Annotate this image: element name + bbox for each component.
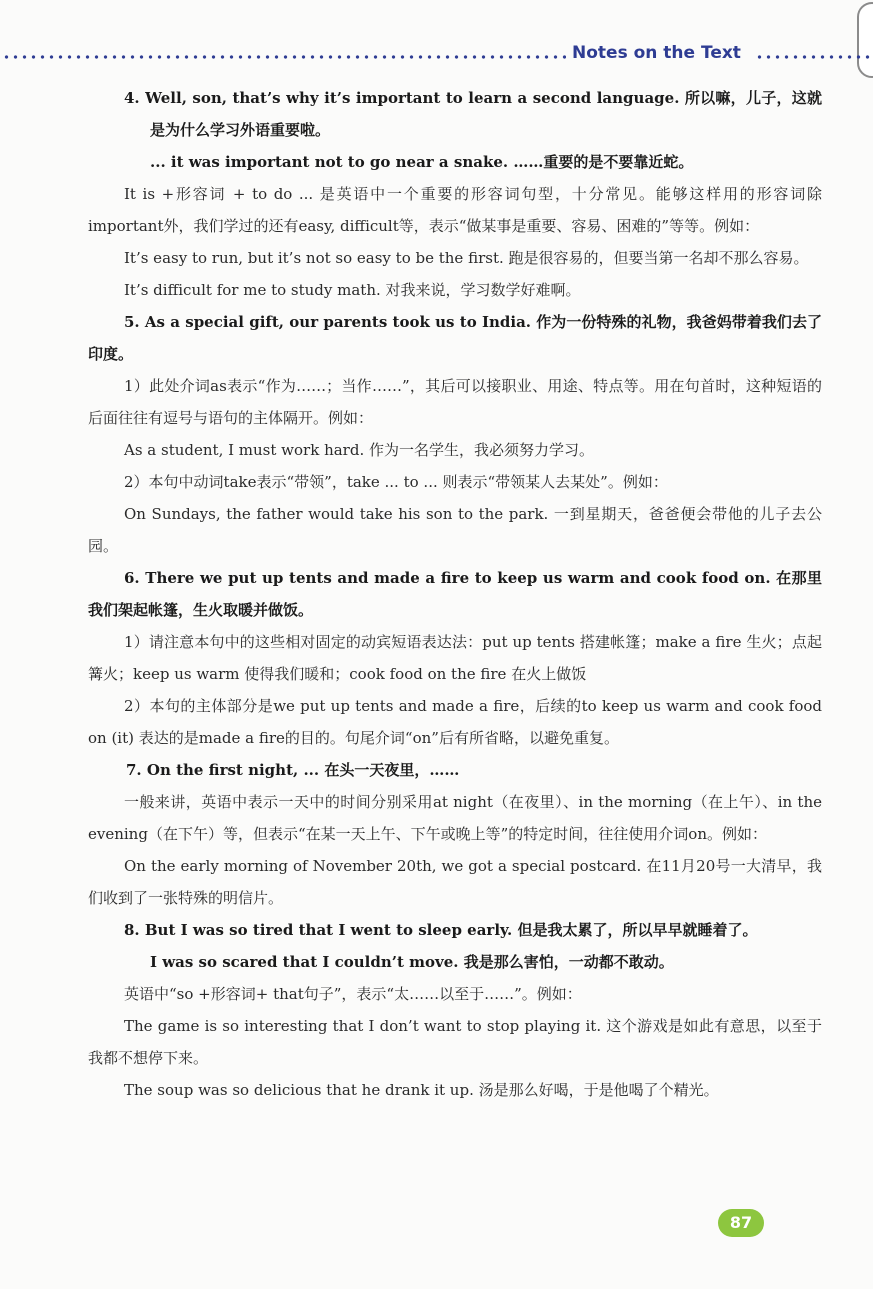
- note-8-heading: 8. But I was so tired that I went to sleep early. 但是我太累了，所以早早就睡着了。: [124, 921, 758, 939]
- note-6-point-1: 1）请注意本句中的这些相对固定的动宾短语表达法：put up tents 搭建帐篷；make a fire 生火；点起篝火；keep us warm 使得我们暖和；cook food on the fire 在火上做饭: [88, 633, 822, 683]
- note-5-heading: 5. As a special gift, our parents took us to India. 作为一份特殊的礼物，我爸妈带着我们去了印度。: [88, 313, 822, 363]
- note-4-example-1: It’s easy to run, but it’s not so easy to be the first. 跑是很容易的，但要当第一名却不那么容易。: [124, 249, 809, 267]
- note-5-example-2: On Sundays, the father would take his son to the park. 一到星期天，爸爸便会带他的儿子去公园。: [88, 505, 822, 555]
- note-8-example-2: The soup was so delicious that he drank it up. 汤是那么好喝，于是他喝了个精光。: [124, 1081, 719, 1099]
- note-7-example: On the early morning of November 20th, we got a special postcard. 在11月20号一大清早，我们收到了一张特殊的明信片。: [88, 857, 822, 907]
- notes-body: [88, 82, 822, 1106]
- dotted-rule-left: [2, 54, 566, 60]
- note-6-heading: 6. There we put up tents and made a fire to keep us warm and cook food on. 在那里我们架起帐篷，生火取暖并做饭。: [88, 569, 822, 619]
- note-8-example-1: The game is so interesting that I don’t want to stop playing it. 这个游戏是如此有意思，以至于我都不想停下来。: [88, 1017, 822, 1067]
- section-title: Notes on the Text: [572, 43, 741, 63]
- note-7-explanation: 一般来讲，英语中表示一天中的时间分别采用at night（在夜里）、in the morning（在上午）、in the evening（在下午）等，但表示“在某一天上午、下午或晚上等”的特定时间，往往使用介词on。例如：: [88, 793, 822, 843]
- note-4-heading: 4. Well, son, that’s why it’s important to learn a second language. 所以嘛，儿子，这就是为什么学习外语重要啦。: [124, 89, 822, 139]
- note-5-example-1: As a student, I must work hard. 作为一名学生，我必须努力学习。: [124, 441, 594, 459]
- note-8-subheading: I was so scared that I couldn’t move. 我是那么害怕，一动都不敢动。: [150, 953, 674, 971]
- note-5-point-2: 2）本句中动词take表示“带领”，take ... to ... 则表示“带领某人去某处”。例如：: [124, 473, 668, 491]
- dotted-rule-right: [755, 54, 871, 60]
- note-4-example-2: It’s difficult for me to study math. 对我来说，学习数学好难啊。: [124, 281, 581, 299]
- note-4-subheading: ... it was important not to go near a snake. ……重要的是不要靠近蛇。: [150, 153, 694, 171]
- note-8-explanation: 英语中“so +形容词+ that句子”，表示“太……以至于……”。例如：: [124, 985, 582, 1003]
- note-6-point-2: 2）本句的主体部分是we put up tents and made a fire，后续的to keep us warm and cook food on (it) 表达的是made a fire的目的。句尾介词“on”后有所省略，以避免重复。: [88, 697, 822, 747]
- note-4-explanation: It is +形容词 + to do ... 是英语中一个重要的形容词句型，十分常见。能够这样用的形容词除important外，我们学过的还有easy, difficult等，表示“做某事是重要、容易、困难的”等等。例如：: [88, 185, 822, 235]
- section-header: [0, 40, 873, 72]
- page-number-badge: 87: [718, 1209, 764, 1237]
- note-5-point-1: 1）此处介词as表示“作为……；当作……”，其后可以接职业、用途、特点等。用在句首时，这种短语的后面往往有逗号与语句的主体隔开。例如：: [88, 377, 822, 427]
- note-7-heading: 7. On the first night, ... 在头一天夜里，……: [126, 761, 460, 779]
